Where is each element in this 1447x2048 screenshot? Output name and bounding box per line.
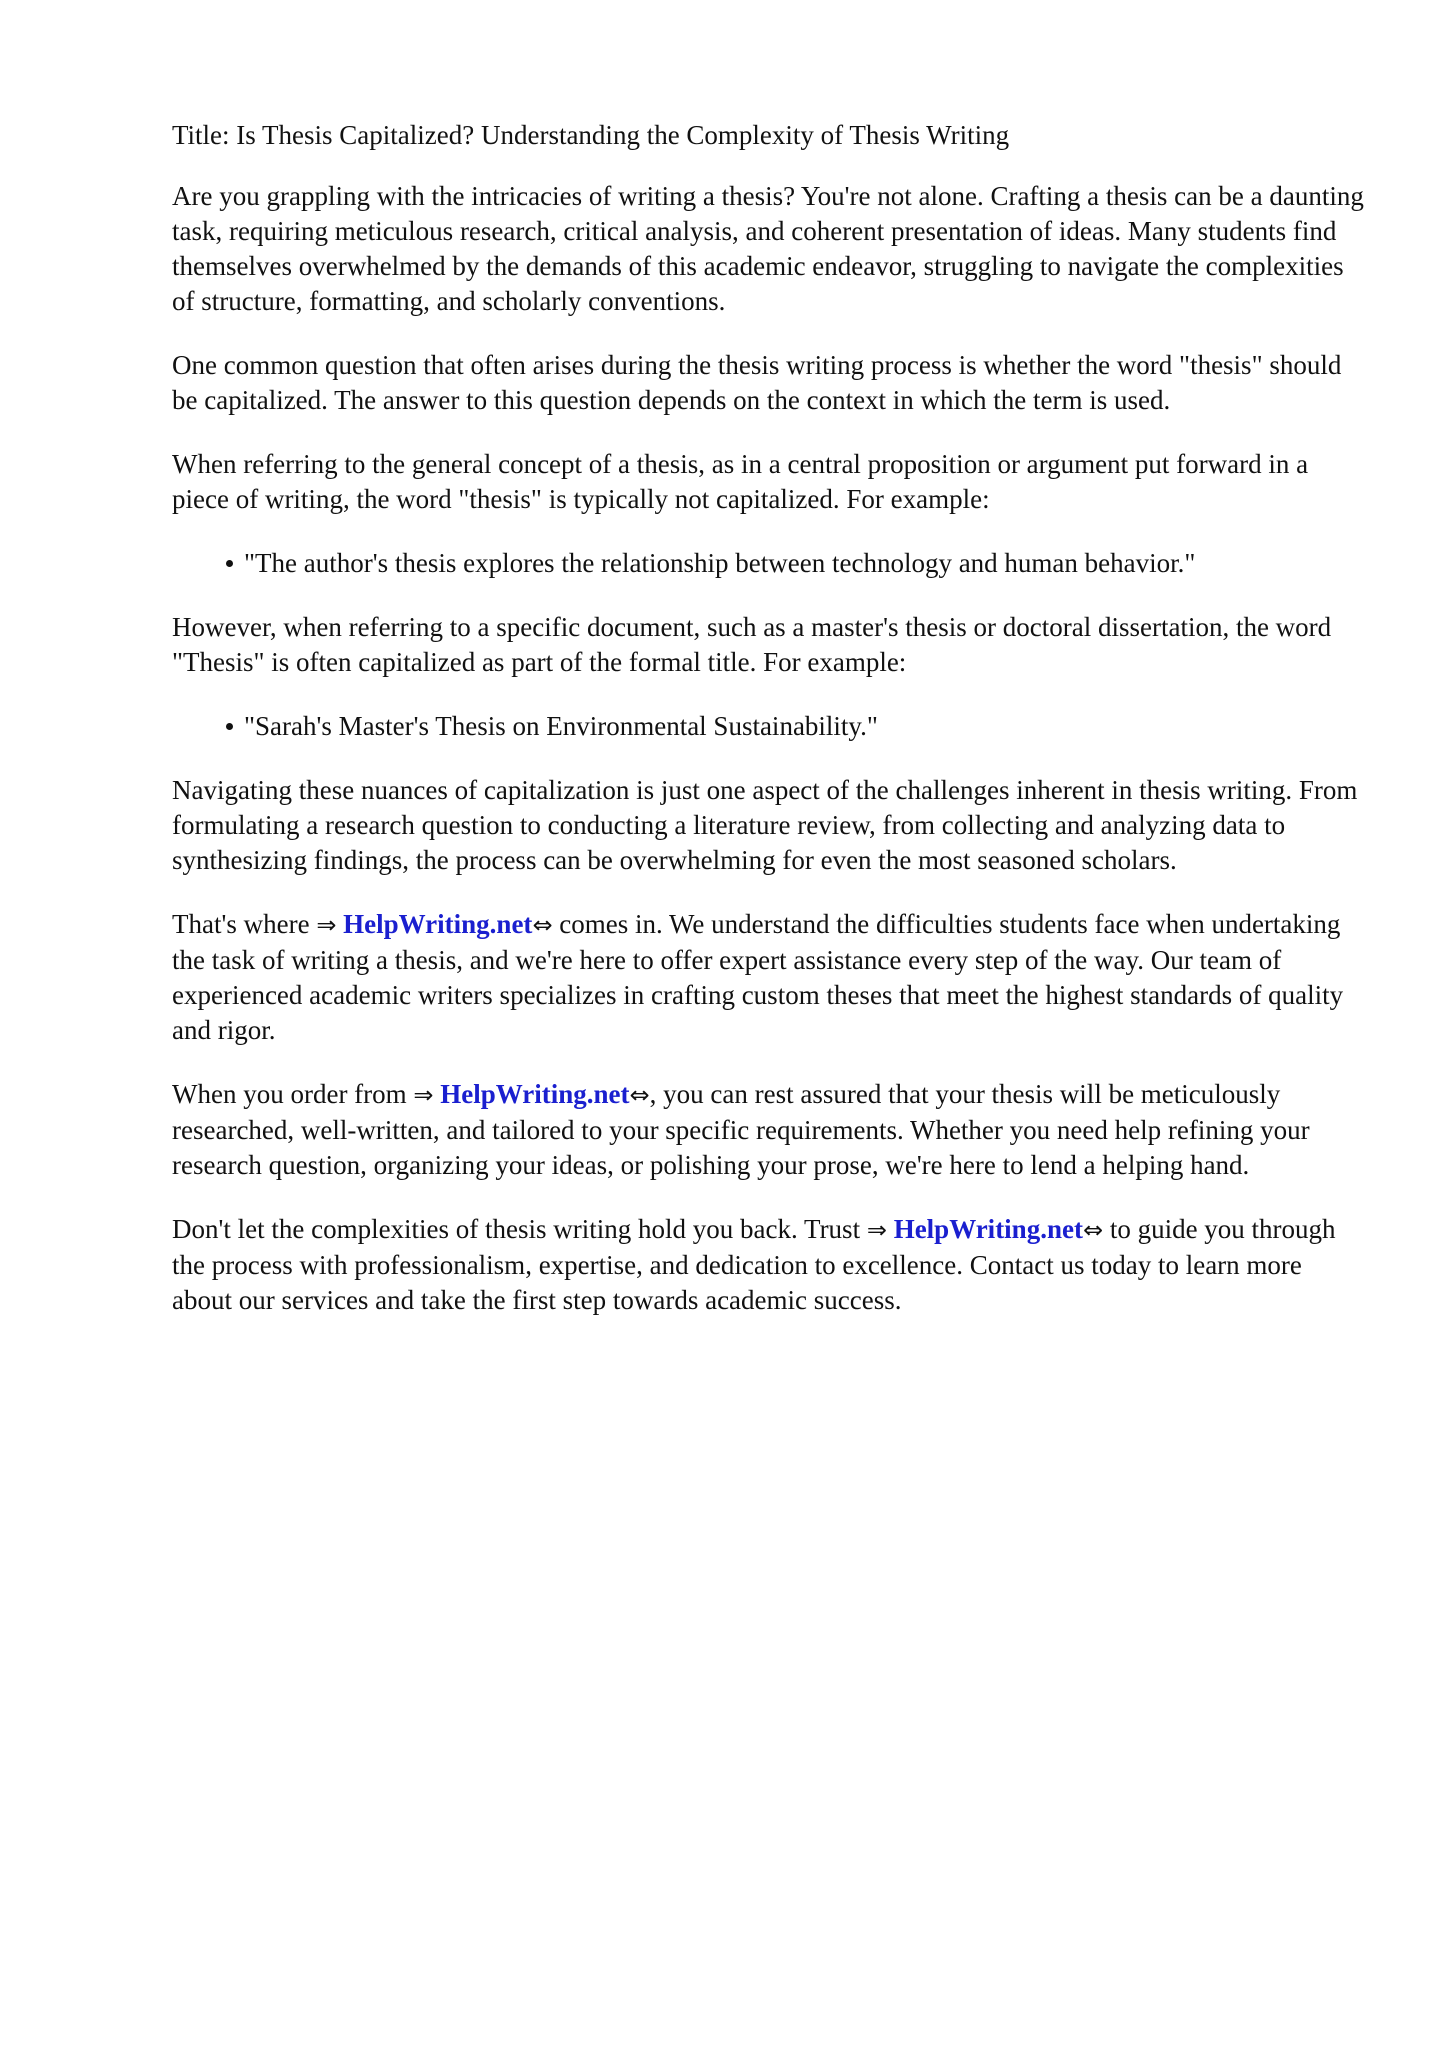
helpwriting-link[interactable]: HelpWriting.net bbox=[440, 1079, 630, 1109]
text-segment: When you order from bbox=[172, 1079, 414, 1109]
left-right-double-arrow-icon: ⇔ bbox=[1082, 1216, 1104, 1244]
paragraph-general-concept: When referring to the general concept of a thesis, as in a central proposition or argument put forward in a piece of writing, the word "thesis" is typically not capitalized. For example: bbox=[172, 449, 1309, 514]
left-right-double-arrow-icon: ⇔ bbox=[629, 1081, 650, 1109]
paragraph-intro: Are you grappling with the intricacies of writing a thesis? You're not alone. Crafting a thesis can be a daunting task, requiring meticulous research, critical analysis, and coherent presentation of ideas. Many students find themselves overwhelmed by the demands of this academic endeavor, struggling to navigate the complexities of structure, formatting, and scholarly conventions. bbox=[172, 181, 1364, 316]
document-body bbox=[172, 118, 1367, 1347]
paragraph-nuances: Navigating these nuances of capitalization is just one aspect of the challenges inherent in thesis writing. From formulating a research question to conducting a literature review, from collecting and analyzing data to synthesizing findings, the process can be overwhelming for even the most seasoned scholars. bbox=[172, 775, 1358, 875]
right-double-arrow-icon: ⇒ bbox=[866, 1216, 887, 1244]
example-list-lowercase bbox=[172, 546, 1367, 581]
right-double-arrow-icon: ⇒ bbox=[413, 1081, 434, 1109]
paragraph-thats-where bbox=[172, 907, 1367, 1048]
text-segment: comes in. We understand the difficulties students face when undertaking the task of writing a thesis, and we're here to offer expert assistance every step of the way. Our team of experienced academic writers specializes in crafting custom theses that meet the highest standards of quality and rigor. bbox=[172, 909, 1344, 1045]
paragraph-closing bbox=[172, 1212, 1367, 1318]
text-segment: That's where bbox=[172, 909, 317, 939]
example-list-capitalized bbox=[172, 709, 1367, 744]
text-segment: , you can rest assured that your thesis will be meticulously researched, well-written, and tailored to your specific requirements. Whether you need help refining your research question, organizing your ideas, or polishing your prose, we're here to lend a helping hand. bbox=[172, 1079, 1310, 1180]
paragraph-order bbox=[172, 1077, 1367, 1183]
bullet-icon bbox=[226, 560, 233, 567]
list-item-text: "Sarah's Master's Thesis on Environmental Sustainability." bbox=[244, 711, 878, 741]
paragraph-specific-document: However, when referring to a specific document, such as a master's thesis or doctoral dissertation, the word "Thesis" is often capitalized as part of the formal title. For example: bbox=[172, 612, 1332, 677]
bullet-icon bbox=[226, 723, 233, 730]
list-item-text: "The author's thesis explores the relationship between technology and human behavior." bbox=[244, 548, 1196, 578]
list-item bbox=[226, 709, 1367, 744]
text-segment: to guide you through the process with professionalism, expertise, and dedication to excellence. Contact us today to learn more about our services and take the first step towards academic success. bbox=[172, 1214, 1336, 1315]
list-item bbox=[226, 546, 1367, 581]
text-segment: Don't let the complexities of thesis writing hold you back. Trust bbox=[172, 1214, 867, 1244]
paragraph-question: One common question that often arises during the thesis writing process is whether the word "thesis" should be capitalized. The answer to this question depends on the context in which the term is used. bbox=[172, 350, 1342, 415]
helpwriting-link[interactable]: HelpWriting.net bbox=[343, 909, 533, 939]
helpwriting-link[interactable]: HelpWriting.net bbox=[893, 1214, 1083, 1244]
left-right-double-arrow-icon: ⇔ bbox=[532, 911, 553, 939]
document-title: Title: Is Thesis Capitalized? Understanding the Complexity of Thesis Writing bbox=[172, 120, 1010, 150]
right-double-arrow-icon: ⇒ bbox=[316, 911, 337, 939]
